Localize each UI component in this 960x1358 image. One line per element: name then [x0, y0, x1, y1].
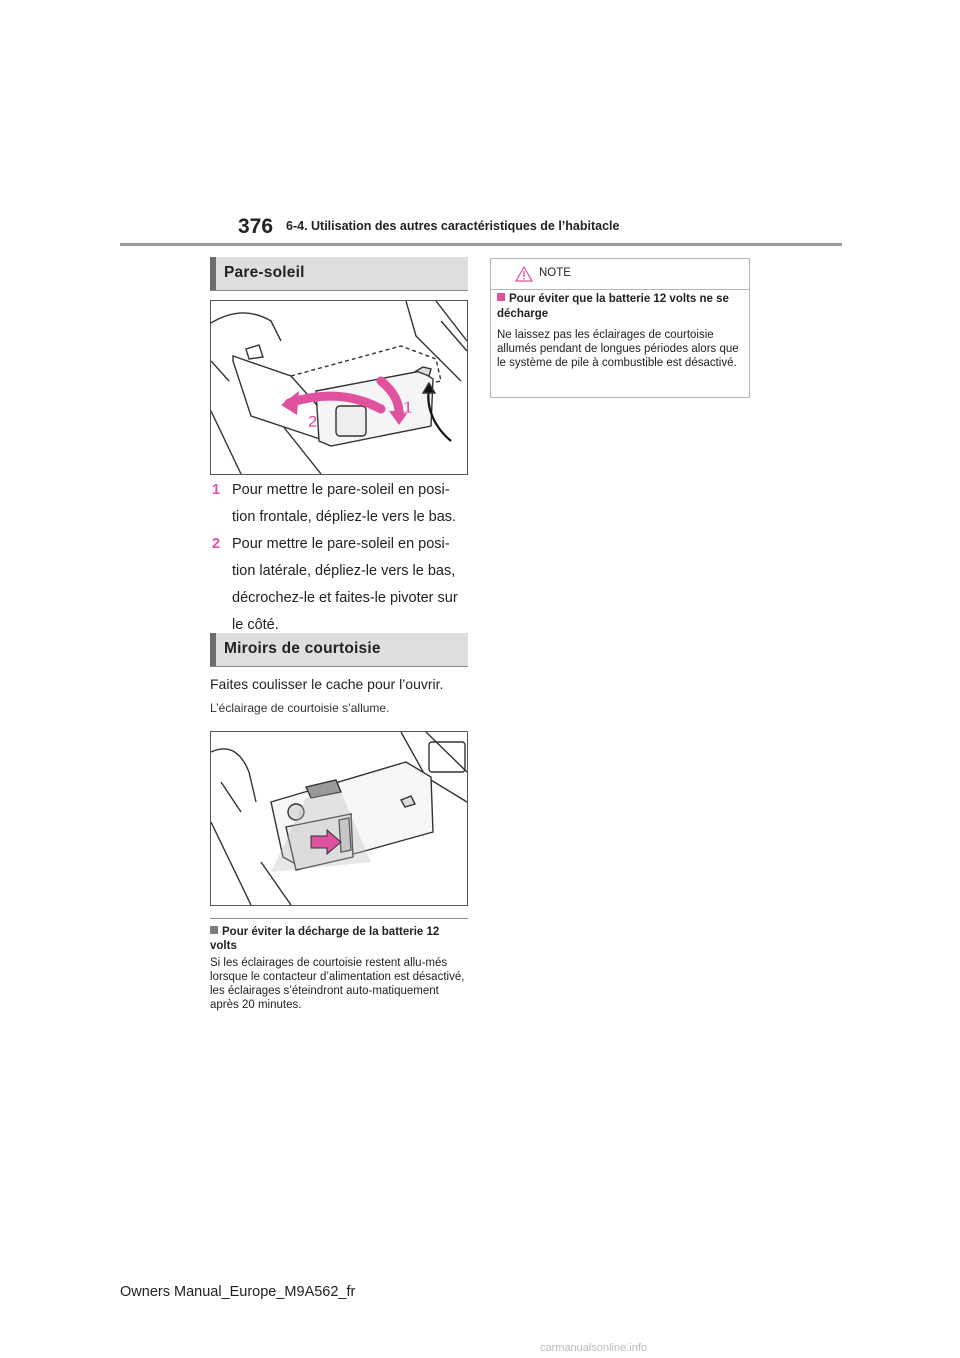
notice-body: Ne laissez pas les éclairages de courtoisie allumés pendant de longues périodes alors que le système de pile à combustible est désactivé.: [497, 329, 739, 369]
callout-1: 1: [403, 398, 413, 417]
section-heading-text: Pare-soleil: [224, 264, 305, 281]
sunvisor-illustration: [210, 300, 468, 475]
notice-title-text: Pour éviter que la batterie 12 volts ne se décharge: [497, 293, 729, 320]
battery-note-title: [210, 925, 468, 953]
manual-id: Owners Manual_Europe_M9A562_fr: [120, 1284, 356, 1300]
callout-2: 2: [308, 412, 318, 431]
notice-label: NOTE: [539, 267, 571, 279]
battery-note-body: Si les éclairages de courtoisie restent allu-més lorsque le contacteur d’alimentation est désactivé, les éclairages s’éteindront auto-matiquement après 20 minutes.: [210, 957, 465, 1011]
battery-note-title-text: Pour éviter la décharge de la batterie 12 volts: [210, 926, 440, 952]
vanity-mirror-illustration: [210, 731, 468, 906]
step-line: le côté.: [232, 617, 279, 633]
watermark: carmanualsonline.info: [540, 1342, 648, 1354]
bullet-square-icon: [210, 926, 218, 934]
step-line: Pour mettre le pare-soleil en posi-: [232, 482, 450, 498]
chapter-title: 6-4. Utilisation des autres caractéristiques de l’habitacle: [286, 219, 620, 233]
section-heading-text: Miroirs de courtoisie: [224, 640, 381, 657]
notice-title: [497, 292, 741, 322]
section-heading-sunvisor: [210, 257, 468, 290]
step-line: Pour mettre le pare-soleil en posi-: [232, 536, 450, 552]
bullet-square-icon: [497, 293, 505, 301]
warning-triangle-icon: [515, 266, 533, 282]
step-line: tion frontale, dépliez-le vers le bas.: [232, 509, 457, 525]
step-line: décrochez-le et faites-le pivoter sur: [232, 590, 458, 606]
notice-box: [490, 258, 750, 398]
section-rule: [210, 666, 468, 667]
mirror-sub-note: L’éclairage de courtoisie s’allume.: [210, 701, 390, 715]
section-rule: [210, 290, 468, 291]
step-number: 2: [212, 536, 221, 552]
step-line: tion latérale, dépliez-le vers le bas,: [232, 563, 456, 579]
mirror-instruction: Faites coulisser le cache pour l’ouvrir.: [210, 676, 444, 692]
section-heading-mirrors: [210, 633, 468, 666]
header-rule: [120, 243, 842, 246]
notice-header: [491, 259, 749, 290]
note-rule: [210, 918, 468, 919]
step-number: 1: [212, 482, 221, 498]
page-number: 376: [238, 215, 274, 238]
